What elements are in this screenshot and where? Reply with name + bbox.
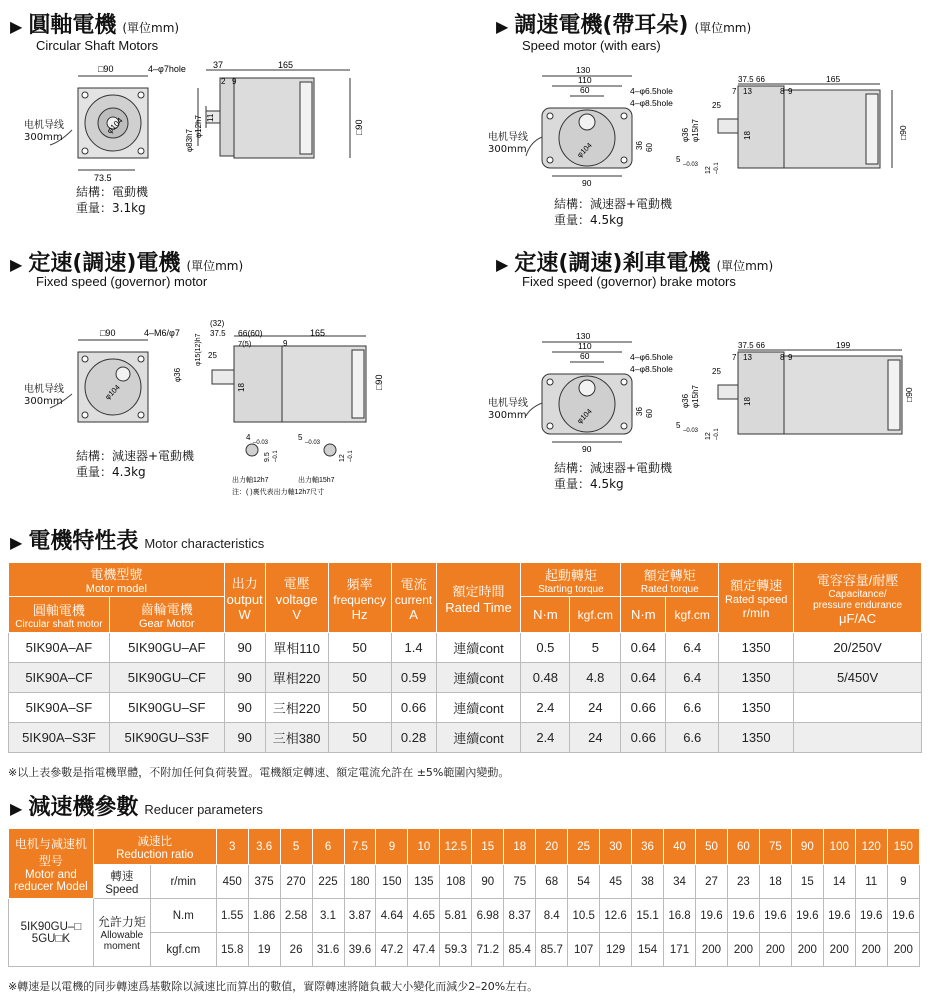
dim-66: 66 [756,75,765,84]
dim-phi15-12: φ15(12)h7 [195,333,202,366]
lead-wire-label: 电机导线 300mm [488,398,528,421]
spec-speed-ears: 結構：減速器+電動機 重量：4.5kg [554,197,673,227]
reducer-model-header: 电机与减速机 型号 Motor and reducer Model [9,829,94,899]
table-cell: 1350 [719,693,794,723]
table-cell: 54 [568,865,600,899]
drawing-circular-shaft-motor [20,60,380,185]
dim-11: 11 [206,113,215,122]
table-cell: 16.8 [664,899,696,933]
header-voltage: 電壓 voltage V [265,563,328,633]
dim-9: 9 [788,353,793,362]
header-frequency: 頻率 frequency Hz [328,563,391,633]
table-cell: 50 [328,663,391,693]
dim-165: 165 [278,60,294,70]
table-cell: 19.6 [791,899,823,933]
torque-kgf-unit: kgf.cm [150,933,216,967]
table-cell: 270 [280,865,312,899]
dim-hole-8-5: 4–φ8.5hole [630,98,673,108]
dim-side-90: □90 [904,387,914,402]
header-rated-time: 額定時間 Rated Time [436,563,521,633]
dim-square-90: □90 [98,64,114,74]
table-cell: 5IK90A–SF [9,693,110,723]
table-cell [794,693,922,723]
lead-wire-label: 电机导线 300mm [24,384,64,407]
table-cell: 50 [328,723,391,753]
header-gear-motor: 齒輪電機 Gear Motor [109,597,224,633]
table-cell: 4.8 [570,663,621,693]
dim-7: 7 [732,87,737,96]
dim-phi104: φ104 [105,115,125,136]
section-title-fixed-speed: ▶ 定速(調速)電機 (單位mm) [10,251,244,276]
table-cell: 單相220 [265,663,328,693]
dim-60-side: 60 [645,409,654,418]
shaft-note: 注：( )裏代表出力軸12h7尺寸 [232,489,325,496]
dim-18: 18 [743,131,752,140]
triangle-bullet-icon: ▶ [10,255,23,274]
drawing-speed-motor-ears [480,62,920,192]
table-cell: 3.87 [344,899,376,933]
dim-7: 7 [732,353,737,362]
dim-phi104: φ104 [103,382,122,402]
table-cell: 6.6 [666,693,719,723]
ratio-cell: 7.5 [344,829,376,865]
table-cell: 18 [759,865,791,899]
table-cell: 171 [664,933,696,967]
table-cell: 75 [504,865,536,899]
ratio-cell: 40 [664,829,696,865]
table-cell: 5 [570,633,621,663]
characteristics-table [8,562,922,753]
dim-key-5: 5 [676,155,681,164]
table-cell: 19.6 [759,899,791,933]
table-cell: 39.6 [344,933,376,967]
table-cell: 85.4 [504,933,536,967]
dim-90: 90 [582,178,592,188]
torque-nm-unit: N.m [150,899,216,933]
dim-key-12-tol: –0.1 [348,450,354,462]
dim-phi15: φ15h7 [691,385,700,408]
table-cell: 180 [344,865,376,899]
dim-phi36: φ36 [681,393,690,408]
lead-wire-label: 电机导线 300mm [24,120,64,143]
table-cell: 26 [280,933,312,967]
dim-110: 110 [578,75,592,85]
dim-37-5: 37.5 [738,75,754,84]
dim-9: 9 [232,77,237,86]
dim-key-9-5: 9.5 [264,452,271,462]
ratio-cell: 12.5 [440,829,472,865]
triangle-bullet-icon: ▶ [10,533,23,552]
table-row [9,663,922,693]
table-cell: 90 [224,693,265,723]
dim-hole-8-5: 4–φ8.5hole [630,364,673,374]
dim-key-12: 12 [339,454,346,462]
table-cell: 450 [216,865,248,899]
dim-130: 130 [576,65,591,75]
header-rated-kgf: kgf.cm [666,597,719,633]
table-cell: 24 [570,693,621,723]
dim-7-5: 7(5) [238,339,252,348]
table-cell: 50 [328,633,391,663]
dim-key-12: 12 [705,432,712,440]
table-cell: 15.1 [632,899,664,933]
characteristics-note: ※以上表參數是指電機單體，不附加任何負荷裝置。電機額定轉速、額定電流允許在 ±5%範圍內變動。 [8,766,510,779]
header-rated-speed: 額定轉速 Rated speed r/min [719,563,794,633]
triangle-bullet-icon: ▶ [10,17,23,36]
header-rated-nm: N·m [621,597,666,633]
dim-key-tol: –0.03 [683,162,699,168]
table-cell: 2.58 [280,899,312,933]
dim-side-90: □90 [374,374,384,390]
table-cell: 47.2 [376,933,408,967]
ratio-cell: 150 [887,829,919,865]
ratio-cell: 90 [791,829,823,865]
spec-circular: 結構：電動機 重量：3.1kg [76,185,149,215]
table-cell: 59.3 [440,933,472,967]
table-cell: 27 [695,865,727,899]
table-cell: 5IK90A–CF [9,663,110,693]
header-start-nm: N·m [521,597,570,633]
table-cell: 連續cont [436,663,521,693]
table-cell: 90 [472,865,504,899]
triangle-bullet-icon: ▶ [496,255,509,274]
dim-37-5: 37.5 [738,341,754,350]
table-cell: 1.86 [248,899,280,933]
table-cell: 3.1 [312,899,344,933]
ratio-cell: 9 [376,829,408,865]
ratio-cell: 5 [280,829,312,865]
dim-key-5: 5 [676,421,681,430]
reducer-table [8,828,920,967]
table-cell: 0.64 [621,633,666,663]
reducer-model-cell: 5IK90GU–□ 5GU□K [9,899,94,967]
section-subtitle-speed-ears: Speed motor (with ears) [522,38,661,53]
dim-13: 13 [743,353,752,362]
table-cell: 24 [570,723,621,753]
table-cell: 連續cont [436,723,521,753]
table-cell: 34 [664,865,696,899]
ratio-cell: 6 [312,829,344,865]
characteristics-heading: ▶ 電機特性表 Motor characteristics [10,529,265,554]
dim-9: 9 [788,87,793,96]
dim-side-90: □90 [898,125,908,140]
dim-key-12-tol: –0.1 [714,162,720,174]
table-cell: 14 [823,865,855,899]
table-cell: 50 [328,693,391,723]
reduction-ratio-header: 减速比 Reduction ratio [93,829,216,865]
table-cell: 31.6 [312,933,344,967]
table-cell: 9 [887,865,919,899]
dim-hole-6-5: 4–φ6.5hole [630,352,673,362]
table-cell: 129 [600,933,632,967]
header-circular-shaft: 圓軸電機 Circular shaft motor [9,597,110,633]
dim-60-side: 60 [645,143,654,152]
header-start-kgf: kgf.cm [570,597,621,633]
ratio-cell: 25 [568,829,600,865]
table-cell: 5IK90GU–SF [109,693,224,723]
ratio-cell: 100 [823,829,855,865]
table-cell: 108 [440,865,472,899]
table-cell: 47.4 [408,933,440,967]
dim-9: 9 [283,339,288,348]
ratio-cell: 30 [600,829,632,865]
table-cell: 6.4 [666,633,719,663]
dim-130: 130 [576,331,591,341]
speed-unit: r/min [150,865,216,899]
table-cell: 15.8 [216,933,248,967]
table-cell: 15 [791,865,823,899]
header-output: 出力 output W [224,563,265,633]
speed-label: 轉速 Speed [93,865,150,899]
table-cell: 71.2 [472,933,504,967]
dim-60: 60 [580,351,590,361]
table-cell: 三相220 [265,693,328,723]
header-current: 電流 current A [391,563,436,633]
table-cell: 38 [632,865,664,899]
dim-25: 25 [208,351,217,360]
table-cell: 225 [312,865,344,899]
table-cell: 107 [568,933,600,967]
table-cell: 5.81 [440,899,472,933]
dim-25: 25 [712,367,721,376]
header-capacitance: 電容容量/耐壓 Capacitance/ pressure endurance μF/AC [794,563,922,633]
dim-key-tol: –0.03 [683,428,699,434]
table-cell: 19.6 [727,899,759,933]
table-cell: 6.6 [666,723,719,753]
table-cell: 5/450V [794,663,922,693]
triangle-bullet-icon: ▶ [496,17,509,36]
table-cell: 2.4 [521,723,570,753]
dim-phi15: φ15h7 [691,119,700,142]
table-cell: 90 [224,633,265,663]
dim-key-12: 12 [705,166,712,174]
dim-36: 36 [635,407,644,416]
section-subtitle-circular: Circular Shaft Motors [36,38,159,53]
table-cell: 45 [600,865,632,899]
table-cell: 1.4 [391,633,436,663]
dim-165: 165 [826,74,841,84]
ratio-cell: 36 [632,829,664,865]
dim-phi36: φ36 [681,127,690,142]
table-cell: 4.64 [376,899,408,933]
table-cell: 19.6 [695,899,727,933]
dim-90: 90 [582,444,592,454]
table-cell: 6.4 [666,663,719,693]
spec-fixed-speed: 結構：減速器+電動機 重量：4.3kg [76,449,195,479]
table-cell: 5IK90GU–AF [109,633,224,663]
table-row [9,693,922,723]
table-cell: 200 [695,933,727,967]
shaft-note-12h7: 出力軸12h7 [232,477,269,484]
ratio-cell: 10 [408,829,440,865]
dim-25: 25 [712,101,721,110]
table-cell: 20/250V [794,633,922,663]
table-cell: 8.4 [536,899,568,933]
dim-36: 36 [635,141,644,150]
shaft-note-15h7: 出力軸15h7 [298,477,335,484]
reducer-note: ※轉速是以電機的同步轉速爲基數除以減速比而算出的數值，實際轉速將隨負載大小變化而減少2–20%左右。 [8,980,539,993]
dim-phi83: φ83h7 [185,129,194,152]
drawing-brake-motor [480,328,920,458]
allowable-moment-label: 允許力矩 Allowable moment [93,899,150,967]
dim-key-5: 5 [298,433,303,442]
dim-8: 8 [780,353,785,362]
section-title-brake: ▶ 定速(調速)剎車電機 (單位mm) [496,251,774,276]
dim-66: 66 [756,341,765,350]
dim-key-4-tol: –0.03 [253,440,269,446]
dim-32: (32) [210,319,225,328]
table-cell: 375 [248,865,280,899]
table-cell: 6.98 [472,899,504,933]
table-cell: 200 [855,933,887,967]
table-row [9,723,922,753]
table-row [9,633,922,663]
table-cell: 1350 [719,663,794,693]
table-cell: 0.48 [521,663,570,693]
section-title-speed-ears: ▶ 調速電機(帶耳朵) (單位mm) [496,13,752,38]
table-cell: 5IK90A–S3F [9,723,110,753]
table-cell: 連續cont [436,633,521,663]
table-cell: 19.6 [887,899,919,933]
spec-brake: 結構：減速器+電動機 重量：4.5kg [554,461,673,491]
table-cell: 1.55 [216,899,248,933]
table-cell: 200 [759,933,791,967]
ratio-cell: 18 [504,829,536,865]
table-cell: 90 [224,663,265,693]
table-cell: 200 [791,933,823,967]
table-cell: 0.59 [391,663,436,693]
table-cell: 85.7 [536,933,568,967]
table-cell: 8.37 [504,899,536,933]
table-cell: 200 [727,933,759,967]
table-cell: 10.5 [568,899,600,933]
dim-phi104: φ104 [575,406,594,426]
section-title-circular: ▶ 圓軸電機 (單位mm) [10,13,180,38]
table-cell: 19.6 [855,899,887,933]
table-cell: 1350 [719,723,794,753]
dim-199: 199 [836,340,851,350]
header-rated-torque: 額定轉矩 Rated torque [621,563,719,597]
ratio-cell: 3.6 [248,829,280,865]
reducer-heading: ▶ 減速機參數 Reducer parameters [10,795,263,820]
lead-wire-label: 电机导线 300mm [488,132,528,155]
section-subtitle-fixed-speed: Fixed speed (governor) motor [36,274,208,289]
dim-key-9-5-tol: –0.1 [273,450,279,462]
table-cell: 三相380 [265,723,328,753]
triangle-bullet-icon: ▶ [10,799,23,818]
dim-m6-holes: 4–M6/φ7 [144,328,180,338]
table-cell: 90 [224,723,265,753]
table-cell: 2.4 [521,693,570,723]
ratio-cell: 50 [695,829,727,865]
table-cell: 23 [727,865,759,899]
table-cell: 200 [823,933,855,967]
table-cell: 154 [632,933,664,967]
table-cell: 0.66 [391,693,436,723]
table-cell: 5IK90A–AF [9,633,110,663]
table-cell: 11 [855,865,887,899]
table-cell: 單相110 [265,633,328,663]
table-cell: 12.6 [600,899,632,933]
dim-18: 18 [237,383,246,392]
dim-13: 13 [743,87,752,96]
table-cell: 200 [887,933,919,967]
dim-phi12: φ12h7 [194,115,203,138]
table-cell: 150 [376,865,408,899]
dim-165: 165 [310,328,326,338]
header-motor-model: 電機型號 Motor model [9,563,225,597]
dim-8: 8 [780,87,785,96]
table-cell [794,723,922,753]
dim-key-5-tol: –0.03 [305,440,321,446]
ratio-cell: 15 [472,829,504,865]
header-starting-torque: 起動轉矩 Starting torque [521,563,621,597]
table-cell: 135 [408,865,440,899]
dim-side-90: □90 [354,119,364,135]
table-cell: 0.66 [621,693,666,723]
dim-phi104: φ104 [575,140,594,160]
dim-2: 2 [221,77,226,86]
table-cell: 19 [248,933,280,967]
dim-holes: 4–φ7hole [148,64,186,74]
dim-37: 37 [213,60,224,70]
dim-66-60: 66(60) [238,328,263,338]
table-cell: 1350 [719,633,794,663]
dim-phi36: φ36 [173,367,182,382]
table-cell: 0.64 [621,663,666,693]
table-cell: 5IK90GU–S3F [109,723,224,753]
dim-73-5: 73.5 [94,173,112,183]
dim-37-5: 37.5 [210,329,226,338]
table-cell: 連續cont [436,693,521,723]
table-cell: 0.5 [521,633,570,663]
table-cell: 0.66 [621,723,666,753]
table-cell: 68 [536,865,568,899]
ratio-cell: 120 [855,829,887,865]
ratio-cell: 3 [216,829,248,865]
dim-key-12-tol: –0.1 [714,428,720,440]
table-cell: 0.28 [391,723,436,753]
table-cell: 5IK90GU–CF [109,663,224,693]
dim-hole-6-5: 4–φ6.5hole [630,86,673,96]
dim-110: 110 [578,341,592,351]
ratio-cell: 60 [727,829,759,865]
dim-60: 60 [580,85,590,95]
dim-key-4: 4 [246,433,251,442]
section-subtitle-brake: Fixed speed (governor) brake motors [522,274,736,289]
dim-square-90: □90 [100,328,116,338]
dim-18: 18 [743,397,752,406]
ratio-cell: 75 [759,829,791,865]
ratio-cell: 20 [536,829,568,865]
table-cell: 4.65 [408,899,440,933]
table-cell: 19.6 [823,899,855,933]
